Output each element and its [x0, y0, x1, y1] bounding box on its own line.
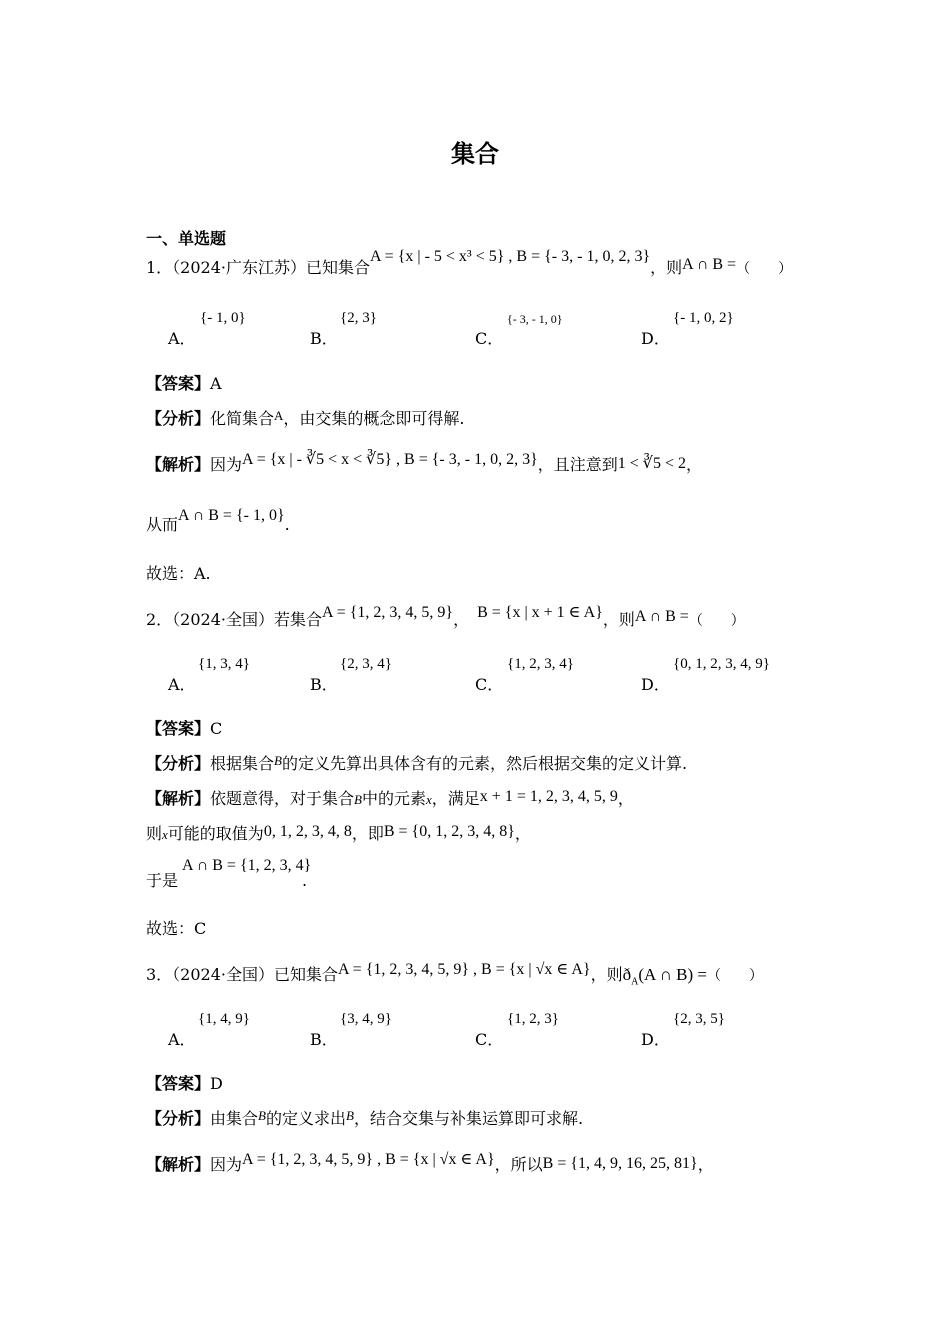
- q2-solution-line3: 于是A ∩ B = {1, 2, 3, 4}.: [146, 857, 312, 890]
- q2-conclusion: 故选：C: [146, 919, 207, 938]
- q1-intersection: A ∩ B =: [682, 256, 737, 273]
- q1-solution-line2: 从而A ∩ B = {- 1, 0}.: [146, 507, 290, 534]
- page-title: 集合: [451, 139, 499, 168]
- q2-solution: 【解析】依题意得，对于集合B中的元素x，满足x + 1 = 1, 2, 3, 4, 5, 9，: [146, 788, 634, 808]
- question-2-stem: 2．（2024·全国）若集合A = {1, 2, 3, 4, 5, 9}， B = {x | x + 1 ∈ A}，则A ∩ B =（ ）: [146, 604, 745, 629]
- q1-conclusion: 故选：A.: [146, 564, 211, 583]
- q3-answer: 【答案】D: [146, 1074, 223, 1093]
- q1-set-definition: A = {x | - 5 < x³ < 5} , B = {- 3, - 1, 0, 2, 3}: [370, 248, 651, 265]
- q3-set-definition: A = {1, 2, 3, 4, 5, 9} , B = {x | √x ∈ A}: [338, 961, 591, 978]
- q2-intersection: A ∩ B =: [634, 608, 689, 625]
- question-1-stem: 1．（2024·广东江苏）已知集合A = {x | - 5 < x³ < 5} , B = {- 3, - 1, 0, 2, 3}，则A ∩ B =（ ）: [146, 248, 793, 277]
- q2-answer: 【答案】C: [146, 719, 223, 738]
- section-heading: 一、单选题: [146, 229, 227, 248]
- q2-set-b: B = {x | x + 1 ∈ A}: [477, 604, 603, 621]
- q3-solution: 【解析】因为A = {1, 2, 3, 4, 5, 9} , B = {x | √x ∈ A}，所以B = {1, 4, 9, 16, 25, 81}，: [146, 1151, 714, 1174]
- q2-solution-line2: 则x可能的取值为0, 1, 2, 3, 4, 8，即B = {0, 1, 2, 3, 4, 8}，: [146, 823, 531, 843]
- q1-analysis: 【分析】化简集合$^A$，由交集的概念即可得解.: [146, 408, 465, 428]
- q2-analysis: 【分析】根据集合$^B$的定义先算出具体含有的元素，然后根据交集的定义计算.: [146, 753, 688, 773]
- q1-solution: 【解析】因为A = {x | - ∛5 < x < ∛5} , B = {- 3, - 1, 0, 2, 3}，且注意到1 < ∛5 < 2，: [146, 451, 703, 474]
- q2-set-a: A = {1, 2, 3, 4, 5, 9}: [322, 604, 454, 621]
- q1-answer: 【答案】A: [146, 374, 222, 393]
- q3-analysis: 【分析】由集合$^B$的定义求出$^B$，结合交集与补集运算即可求解.: [146, 1108, 584, 1128]
- q3-complement: $ð_A(A$ ∩ B) =: [622, 965, 707, 988]
- question-3-stem: 3．（2024·全国）已知集合A = {1, 2, 3, 4, 5, 9} , B = {x | √x ∈ A}，则$ð_A(A$ ∩ B) =（ ）: [146, 961, 763, 988]
- document-page: 集合 一、单选题 1．（2024·广东江苏）已知集合A = {x | - 5 < x³ < 5} , B = {- 3, - 1, 0, 2, 3}，则A ∩ B =（ ） A． {- 1, 0} B． {2, 3} C． {- 3, - 1, 0} D． {- 1, 0, 2} 【答案】A 【分析】化简集合$^A$，由交集的概念即可得解. 【解析】因为A = {x | - ∛5 < x < ∛5} , B = {- 3, - 1, 0, 2, 3}，且注意到1 < ∛5 < 2， 从而A ∩ B = {- 1, 0}. 故选：A. 2．（2024·全国）若集合A = {1, 2, 3, 4, 5, 9}， B = {x | x + 1 ∈ A}，则A ∩ B =（ ） A． {1, 3, 4} B． {2, 3, 4} C． {1, 2, 3, 4} D． {0, 1, 2, 3, 4, 9} 【答案】C 【分析】根据集合$^B$的定义先算出具体含有的元素，然后根据交集的定义计算. 【解析】依题意得，对于集合B中的元素x，满足x + 1 = 1, 2, 3, 4, 5, 9， 则x可能的取值为0, 1, 2, 3, 4, 8，即B = {0, 1, 2, 3, 4, 8}， 于是A ∩ B = {1, 2, 3, 4}. 故选：C 3．（2024·全国）已知集合A = {1, 2, 3, 4, 5, 9} , B = {x | √x ∈ A}，则$ð_A(A$ ∩ B) =（ ） A． {1, 4, 9} B． {3, 4, 9} C． {1, 2, 3} D． {2, 3, 5} 【答案】D 【分析】由集合$^B$的定义求出$^B$，结合交集与补集运算即可求解. 【解析】因为A = {1, 2, 3, 4, 5, 9} , B = {x | √x ∈ A}，所以B = {1, 4, 9, 16, 25, 81}，: [0, 0, 950, 1344]
